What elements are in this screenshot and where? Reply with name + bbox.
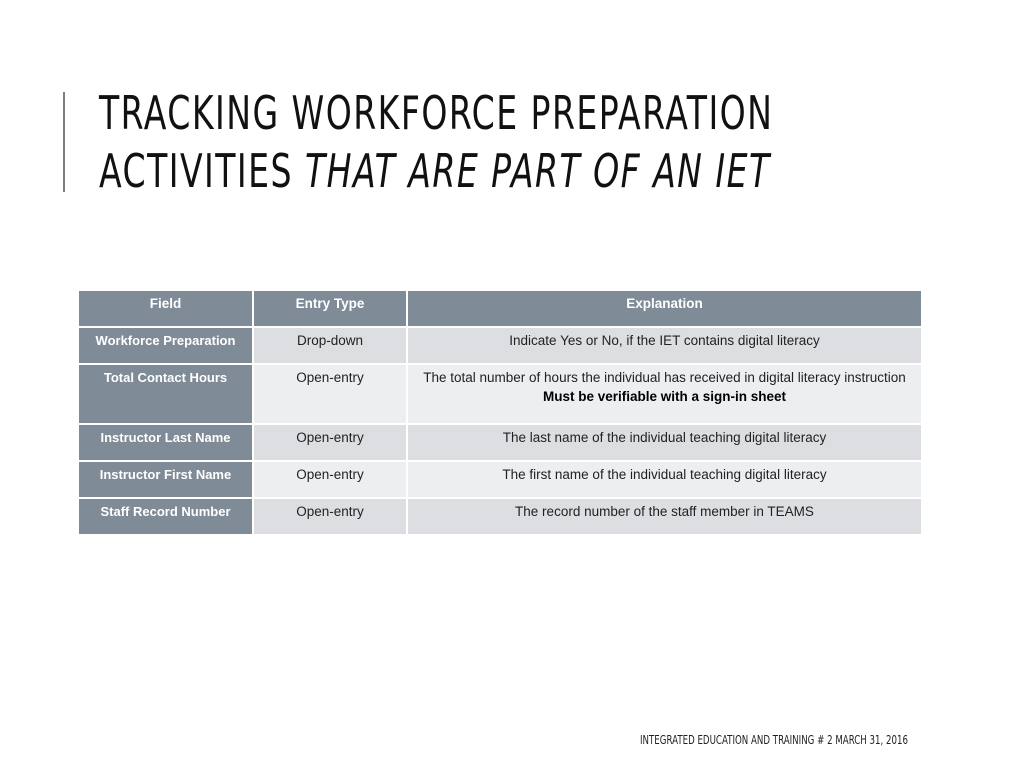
header-explanation: Explanation <box>407 290 922 327</box>
title-line-2-plain: ACTIVITIES <box>99 144 293 198</box>
title-line-2 <box>99 142 771 200</box>
row-entry-type: Open-entry <box>253 424 407 461</box>
title-accent-bar <box>63 92 65 192</box>
row-explanation: The last name of the individual teaching digital literacy <box>407 424 922 461</box>
header-entry-type: Entry Type <box>253 290 407 327</box>
slide-footer: INTEGRATED EDUCATION AND TRAINING # 2 MARCH 31, 2016 <box>640 733 909 747</box>
row-explanation-cell <box>407 364 922 424</box>
row-explanation: The total number of hours the individual has received in digital literacy instruction <box>423 370 906 385</box>
table-row <box>78 424 922 461</box>
row-explanation: The first name of the individual teaching digital literacy <box>407 461 922 498</box>
title-line-2-italic: THAT ARE PART OF AN IET <box>304 144 771 198</box>
header-field: Field <box>78 290 253 327</box>
table-row <box>78 498 922 535</box>
row-explanation: Indicate Yes or No, if the IET contains digital literacy <box>407 327 922 364</box>
row-entry-type: Open-entry <box>253 461 407 498</box>
row-entry-type: Open-entry <box>253 498 407 535</box>
slide-title <box>99 84 774 200</box>
fields-table <box>77 289 923 536</box>
table-row <box>78 327 922 364</box>
row-field: Staff Record Number <box>78 498 253 535</box>
table-row <box>78 364 922 424</box>
row-field: Workforce Preparation <box>78 327 253 364</box>
row-note: Must be verifiable with a sign-in sheet <box>542 389 787 404</box>
row-field: Instructor First Name <box>78 461 253 498</box>
row-field: Total Contact Hours <box>78 364 253 424</box>
row-entry-type: Open-entry <box>253 364 407 424</box>
row-field: Instructor Last Name <box>78 424 253 461</box>
title-line-1: TRACKING WORKFORCE PREPARATION <box>99 86 774 140</box>
row-explanation: The record number of the staff member in TEAMS <box>407 498 922 535</box>
table-row <box>78 461 922 498</box>
row-entry-type: Drop-down <box>253 327 407 364</box>
table-header-row <box>78 290 922 327</box>
